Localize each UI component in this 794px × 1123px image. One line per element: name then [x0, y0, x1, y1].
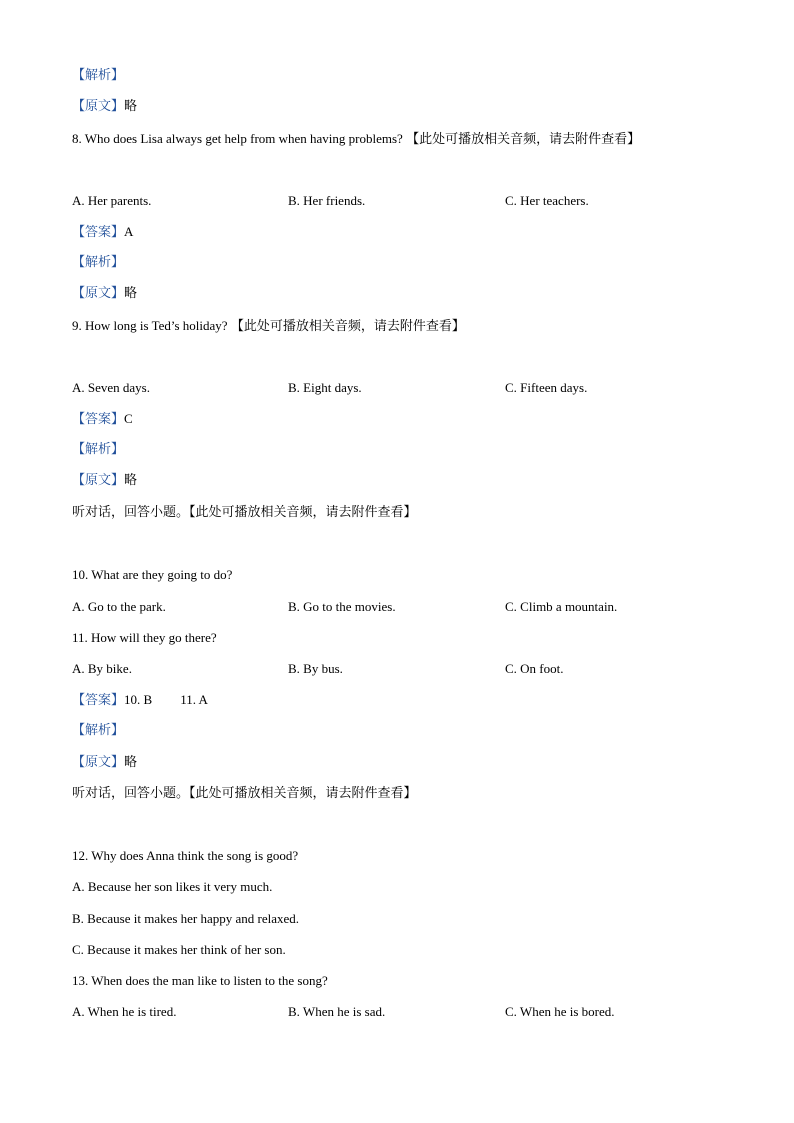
q8-option-b: B. Her friends.	[288, 193, 366, 208]
q8-option-c: C. Her teachers.	[505, 193, 589, 208]
q9-option-c: C. Fifteen days.	[505, 380, 588, 395]
audio-note-link[interactable]: 【此处可播放相关音频，请去附件查看】	[230, 319, 465, 334]
answer-label: 【答案】	[72, 693, 125, 708]
q11-answer: 11. A	[180, 692, 208, 707]
q9-option-b: B. Eight days.	[288, 380, 362, 395]
dialog1-answer-row	[72, 692, 208, 709]
question-9-text: 9. How long is Ted’s holiday?	[72, 318, 228, 333]
q10-option-b: B. Go to the movies.	[288, 599, 396, 614]
analysis-label: 【解析】	[72, 68, 125, 83]
q11-option-b: B. By bus.	[288, 661, 343, 676]
original-text-row	[72, 286, 137, 302]
original-value: 略	[124, 473, 138, 488]
q11-option-c: C. On foot.	[505, 661, 564, 676]
q11-option-a: A. By bike.	[72, 661, 132, 676]
q12-option-a: A. Because her son likes it very much.	[72, 879, 273, 894]
analysis-label: 【解析】	[72, 442, 125, 457]
analysis-label: 【解析】	[72, 255, 125, 270]
question-10: 10. What are they going to do?	[72, 567, 233, 582]
original-value: 略	[124, 99, 138, 114]
original-text-row	[72, 755, 137, 771]
q13-option-b: B. When he is sad.	[288, 1004, 386, 1019]
question-13: 13. When does the man like to listen to the song?	[72, 973, 328, 988]
dialog-instruction[interactable]: 听对话，回答小题。【此处可播放相关音频，请去附件查看】	[72, 505, 417, 520]
original-text-row	[72, 99, 137, 115]
q8-answer: A	[124, 224, 134, 239]
original-value: 略	[124, 755, 138, 770]
original-label: 【原文】	[72, 286, 125, 301]
question-8	[72, 131, 640, 148]
q13-option-a: A. When he is tired.	[72, 1004, 177, 1019]
audio-note-link[interactable]: 【此处可播放相关音频，请去附件查看】	[406, 132, 641, 147]
q13-option-c: C. When he is bored.	[505, 1004, 615, 1019]
q10-answer: 10. B	[124, 692, 153, 707]
dialog-instruction[interactable]: 听对话，回答小题。【此处可播放相关音频，请去附件查看】	[72, 786, 417, 801]
original-label: 【原文】	[72, 473, 125, 488]
question-8-text: 8. Who does Lisa always get help from when having problems?	[72, 131, 403, 146]
q9-option-a: A. Seven days.	[72, 380, 150, 395]
original-label: 【原文】	[72, 99, 125, 114]
q9-answer-row	[72, 411, 133, 428]
question-12: 12. Why does Anna think the song is good?	[72, 848, 299, 863]
original-value: 略	[124, 286, 138, 301]
answer-label: 【答案】	[72, 412, 125, 427]
question-9	[72, 318, 465, 335]
question-11: 11. How will they go there?	[72, 630, 217, 645]
answer-label: 【答案】	[72, 225, 125, 240]
analysis-label: 【解析】	[72, 723, 125, 738]
q12-option-c: C. Because it makes her think of her son.	[72, 942, 286, 957]
q10-option-a: A. Go to the park.	[72, 599, 166, 614]
q9-answer: C	[124, 411, 133, 426]
original-text-row	[72, 473, 137, 489]
q8-option-a: A. Her parents.	[72, 193, 152, 208]
q8-answer-row	[72, 224, 133, 241]
original-label: 【原文】	[72, 755, 125, 770]
q10-option-c: C. Climb a mountain.	[505, 599, 618, 614]
q12-option-b: B. Because it makes her happy and relaxed.	[72, 911, 300, 926]
